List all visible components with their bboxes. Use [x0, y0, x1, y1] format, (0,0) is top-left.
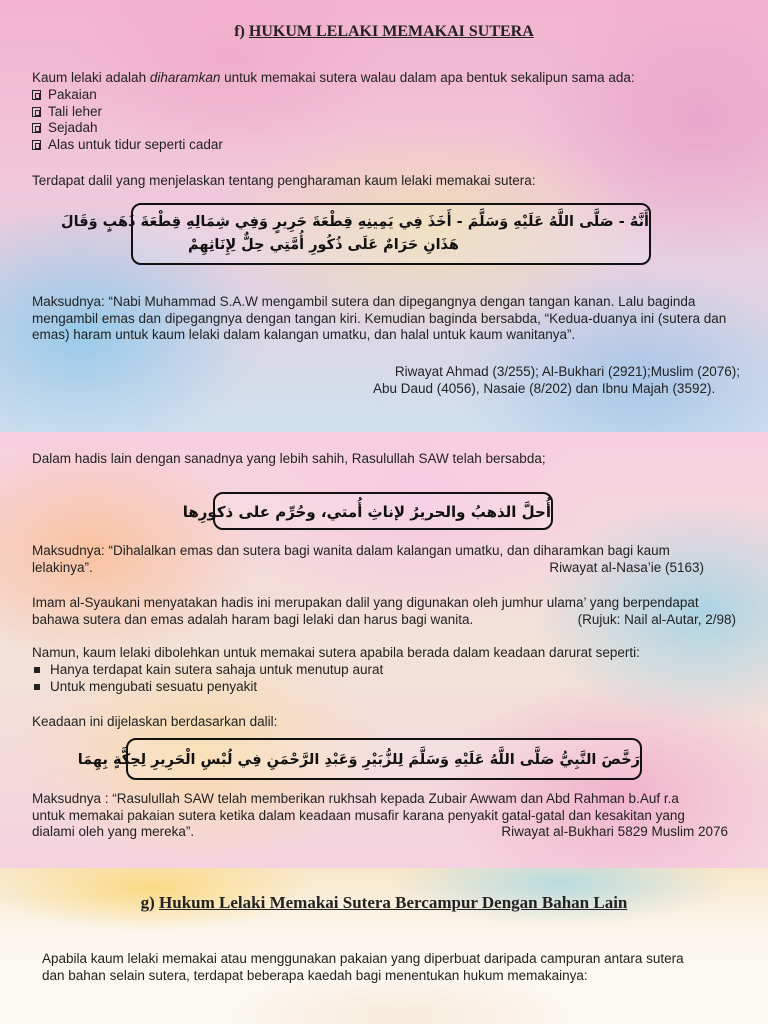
reference-line-1: Riwayat Ahmad (3/255); Al-Bukhari (2921);Muslim (2076);: [394, 364, 740, 379]
section-g-paragraph: [42, 951, 742, 984]
imam-reference: (Rujuk: Nail al-Autar, 2/98): [577, 611, 736, 627]
list-item: [32, 87, 744, 104]
square-bullet-icon: [34, 684, 40, 690]
heading-prefix: f): [234, 23, 249, 40]
paragraph-line-1: Apabila kaum lelaki memakai atau menggunakan pakaian yang diperbuat daripada campuran antara sutera: [42, 951, 684, 966]
hadith-reference: [330, 364, 740, 397]
hadith-meaning-3: [32, 791, 744, 841]
meaning-line-2: lelakinya”.: [32, 559, 93, 575]
hadith-intro: Dalam hadis lain dengan sanadnya yang lebih sahih, Rasulullah SAW telah bersabda;: [32, 451, 546, 466]
list-item: [32, 120, 744, 137]
intro-after: untuk memakai sutera walau dalam apa bentuk sekalipun sama ada:: [220, 70, 635, 85]
intro-before: Kaum lelaki adalah: [32, 70, 150, 85]
list-item: [32, 679, 744, 696]
meaning2-line-3: dialami oleh yang mereka”.: [32, 824, 195, 839]
arabic-hadith-box-1: [61, 203, 651, 265]
section-f-heading: [0, 24, 768, 41]
checkbox-bullet-icon: [32, 140, 41, 150]
meaning-line-2-row: [32, 560, 744, 577]
arabic-line-2: هَذَانِ حَرَامٌ عَلَى ذُكُورِ أُمَّتِي حِلٌّ لِإِنَاثِهِمْ: [188, 237, 459, 253]
meaning2-line-1: Maksudnya : “Rasulullah SAW telah memberikan rukhsah kepada Zubair Awwam dan Abd Rahman b.Auf r.a: [32, 791, 679, 806]
checkbox-bullet-icon: [32, 123, 41, 133]
list-item-label: Pakaian: [48, 87, 97, 102]
heading-prefix: g): [140, 893, 160, 912]
heading-text: Hukum Lelaki Memakai Sutera Bercampur Dengan Bahan Lain: [159, 893, 628, 912]
forbidden-items-list: [32, 87, 744, 153]
list-item-label: Hanya terdapat kain sutera sahaja untuk menutup aurat: [50, 662, 384, 677]
exception-list: [32, 662, 744, 695]
list-item-label: Untuk mengubati sesuatu penyakit: [50, 678, 258, 694]
paragraph-line-2: dan bahan selain sutera, terdapat beberapa kaedah bagi menentukan hukum memakainya:: [42, 967, 588, 983]
list-item: [32, 662, 744, 679]
reference-line-2: Abu Daud (4056), Nasaie (8/202) dan Ibnu Majah (3592).: [373, 380, 716, 396]
meaning2-reference: Riwayat al-Bukhari 5829 Muslim 2076: [501, 824, 728, 839]
intro-text: [32, 70, 744, 87]
heading-text: HUKUM LELAKI MEMAKAI SUTERA: [248, 23, 534, 40]
meaning-line-1: Maksudnya: “Dihalalkan emas dan sutera bagi wanita dalam kalangan umatku, dan diharamkan bagi kaum: [32, 543, 670, 558]
list-item: [32, 137, 744, 154]
imam-line-2-row: [32, 612, 744, 629]
list-item: [32, 104, 744, 121]
meaning2-line-3-row: [32, 824, 744, 841]
list-item-label: Tali leher: [48, 103, 103, 119]
arabic-text: أُحلَّ الذهبُ والحريرُ لإناثِ أُمتي، وحُرِّم على ذكورِها: [182, 503, 551, 521]
section-g-heading: [0, 895, 768, 912]
hadith-meaning-2: [32, 543, 744, 576]
checkbox-bullet-icon: [32, 90, 41, 100]
arabic-line-1: أَنَّهُ - صَلَّى اللَّهُ عَلَيْهِ وَسَلَّمَ - أَخَذَ فِي يَمِينِهِ قِطْعَةَ حَرِيرٍ وَفِي شِمَالِهِ قِطْعَةَ ذَهَبٍ وَقَالَ: [61, 214, 649, 230]
section-g-panel: [0, 868, 768, 1024]
square-bullet-icon: [34, 667, 40, 673]
dalil-intro: Terdapat dalil yang menjelaskan tentang pengharaman kaum lelaki memakai sutera:: [32, 173, 536, 188]
section-f-panel: [0, 0, 768, 432]
arabic-text-2: رَخَّصَ النَّبِيُّ صَلَّى اللَّهُ عَلَيْهِ وَسَلَّمَ لِلزُّبَيْرِ وَعَبْدِ الرَّحْمَنِ فِي لُبْسِ الْحَرِيرِ لِحِكَّةٍ بِهِمَا: [77, 752, 640, 768]
dalil-intro-2: Keadaan ini dijelaskan berdasarkan dalil:: [32, 714, 278, 729]
intro-emphasis: diharamkan: [149, 70, 221, 85]
imam-statement: [32, 595, 744, 628]
arabic-hadith-box-2: [182, 492, 553, 530]
imam-line-2: bahawa sutera dan emas adalah haram bagi lelaki dan harus bagi wanita.: [32, 611, 474, 627]
section-darurat-panel: [0, 432, 768, 868]
imam-line-1: Imam al-Syaukani menyatakan hadis ini merupakan dalil yang digunakan oleh jumhur ulama’ yang berpendapat: [32, 595, 699, 610]
checkbox-bullet-icon: [32, 107, 41, 117]
meaning2-line-2: untuk memakai pakaian sutera ketika dalam keadaan musafir karana penyakit gatal-gatal dan kesakitan yang: [32, 807, 685, 823]
hadith-meaning: Maksudnya: “Nabi Muhammad S.A.W mengambil sutera dan dipegangnya dengan tangan kanan. Lalu baginda mengambil emas dan dipegangnya dengan tangan kiri. Kemudian baginda bersabda, “Kedua-duanya ini (sutera dan emas) haram untuk kaum lelaki dalam kalangan umatku, dan halal untuk kaum wanitanya”.: [32, 294, 727, 342]
exception-intro: Namun, kaum lelaki dibolehkan untuk memakai sutera apabila berada dalam keadaan darurat seperti:: [32, 645, 640, 660]
meaning-reference: Riwayat al-Nasa’ie (5163): [549, 559, 704, 575]
list-item-label: Alas untuk tidur seperti cadar: [48, 136, 223, 152]
arabic-hadith-box-3: [77, 738, 642, 780]
list-item-label: Sejadah: [48, 120, 98, 135]
